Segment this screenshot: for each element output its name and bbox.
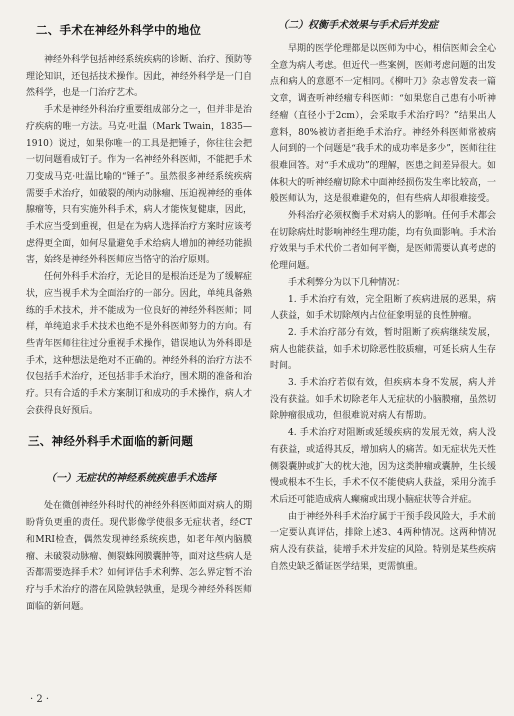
section-heading-2: 二、手术在神经外科学中的地位: [36, 23, 202, 37]
paragraph: 由于神经外科手术治疗属于干预手段风险大，手术前一定要认真评估，排除上述3、4两种情况。这两种情况病人没有获益，徒增手术并发症的风险。特别是某些疾病自然史缺乏循证医学结果，更需慎重。: [270, 511, 496, 572]
paragraph: 神经外科学包括神经系统疾病的诊断、治疗、预防等理论知识，还包括技术操作。因此，神经外科学是一门自然科学，也是一门治疗艺术。: [26, 55, 252, 99]
right-column: [270, 14, 496, 576]
subsection-heading-1: （一）无症状的神经系统疾患手术选择: [46, 473, 216, 485]
list-item: 3. 手术治疗若似有效，但疾病本身不发展，病人并没有获益。如手术切除老年人无症状的小脑膜瘤，虽然切除肿瘤很成功，但很难说对病人有帮助。: [270, 378, 496, 422]
paragraph: 外科治疗必须权衡手术对病人的影响。任何手术都会在切除病灶时影响神经生理功能，均有负面影响。手术治疗效果与手术代价二者如何平衡，是医师需要认真考虑的伦理问题。: [270, 211, 496, 272]
list-item: 2. 手术治疗部分有效，暂时阻断了疾病继续发展，病人也能获益，如手术切除恶性胶质瘤，可延长病人生存时间。: [270, 327, 496, 372]
page-number: · 2 ·: [30, 694, 50, 705]
left-column: [26, 14, 252, 615]
section-heading-3: 三、神经外科手术面临的新问题: [28, 434, 194, 449]
subsection-heading-2: （二）权衡手术效果与手术后并发症: [278, 20, 438, 31]
paragraph: 手术是神经外科治疗重要组成部分之一，但并非是治疗疾病的唯一方法。马克·吐温（Mark Twain，1835—1910）说过，如果你唯一的工具是把锤子，你往往会把一切问题看成钉子。作为一名神经外科医师，不能把手术刀变成马克·吐温比喻的“锤子”。虽然很多神经系统疾病需要手术治疗，如破裂的颅内动脉瘤、压迫视神经的垂体腺瘤等，只有实施外科手术，病人才能恢复健康，因此，手术应当受到重视，但是在为病人选择治疗方案时应该考虑得更全面，如何尽量避免手术给病人增加的神经功能损害，始终是神经外科医师应当恪守的治疗原则。: [26, 105, 252, 266]
paragraph: 处在微创神经外科时代的神经外科医师面对病人的期盼背负更重的责任。现代影像学使很多无症状者，经CT和MRI检查，偶然发现神经系统疾患，如老年颅内脑膜瘤、未破裂动脉瘤、侧裂蛛网膜囊肿等，面对这些病人是否都需要选择手术？如何评估手术利弊、怎么界定暂不治疗与手术治疗的潜在风险孰轻孰重，是现今神经外科医师面临的新问题。: [26, 501, 252, 612]
list-item: 1. 手术治疗有效，完全阻断了疾病进展的恶果，病人获益，如手术切除颅内占位征象明显的良性肿瘤。: [270, 294, 496, 322]
list-item: 4. 手术治疗对阻断或延缓疾病的发展无效，病人没有获益，或适得其反，增加病人的痛苦。如无症状先天性侧裂囊肿或扩大的枕大池，因为这类肿瘤或囊肿，生长缓慢或根本不生长，手术不仅不能使病人获益，采用分流手术后还可能造成病人癫痫或出现小脑症状等合并症。: [270, 428, 496, 505]
paragraph: 早期的医学伦理都是以医师为中心，相信医师会全心全意为病人考虑。但近代一些案例，医师考虑问题的出发点和病人的意愿不一定相同。《柳叶刀》杂志曾发表一篇文章，调查听神经瘤专科医师：“如果您自己患有小听神经瘤（直径小于2cm），会采取手术治疗吗？”结果出人意料，80%被访者拒绝手术治疗。神经外科医师常被病人问到的一个问题是“我手术的成功率是多少”，医师往往很难回答。对“手术成功”的理解，医患之间差异很大。如体积大的听神经瘤切除术中面神经损伤发生率比较高，一般医师认为，这是很难避免的，但有些病人却很难接受。: [270, 44, 496, 205]
paragraph: 任何外科手术治疗，无论目的是根治还是为了缓解症状，应当视手术为全面治疗的一部分。因此，单纯具备熟练的手术技术，并不能成为一位良好的神经外科医师；同样，单纯追求手术技术也绝不是外科医师努力的方向。有些青年医师往往过分重视手术操作，错误地认为外科即是手术，这种想法是绝对不正确的。神经外科的治疗方法不仅包括手术治疗，还包括非手术治疗，围术期的准备和治疗。只有合适的手术方案制订和成功的手术操作，病人才会获得良好预后。: [26, 272, 252, 416]
paragraph: 手术利弊分为以下几种情况：: [288, 277, 406, 288]
